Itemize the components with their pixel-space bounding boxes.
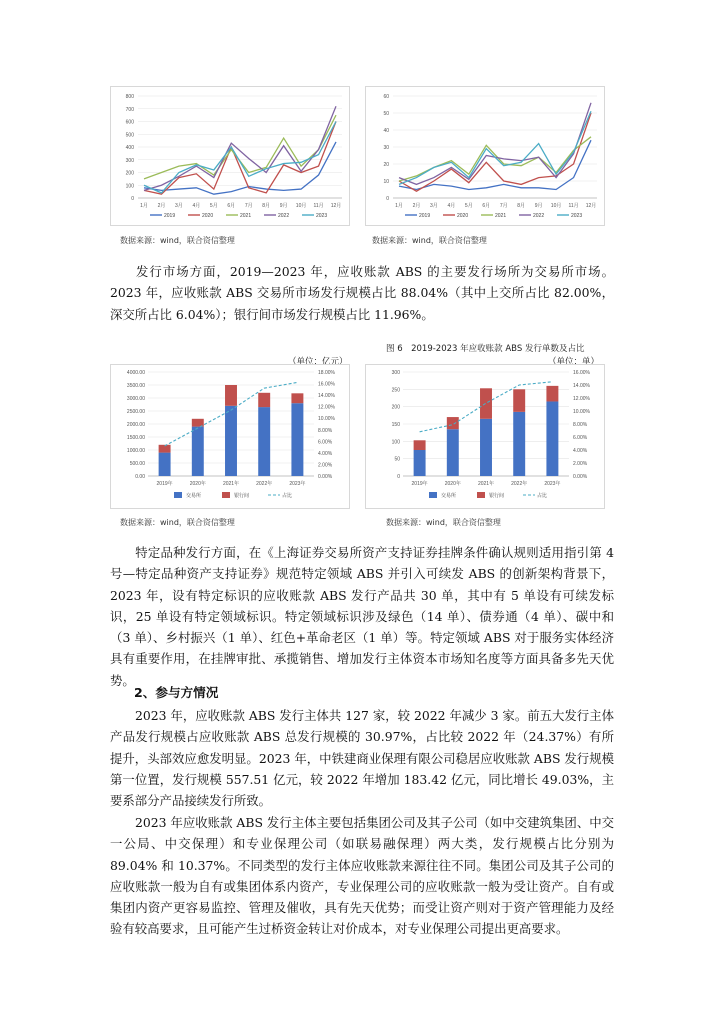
y-tick-label: 1000.00 — [126, 448, 145, 454]
legend-swatch — [174, 492, 182, 498]
x-tick-label: 2023年 — [544, 481, 561, 487]
y-tick-label: 0.00 — [135, 474, 145, 480]
paragraph-text: 2023 年，应收账款 ABS 发行主体共 127 家，较 2022 年减少 3 家。前五大发行主体产品发行规模占应收账款 ABS 总发行规模的 30.97%，占比较 2022 年（24.37%）有所提升，头部效应愈发明显。2023 年，中铁建商业保理有限公司稳居应收账款 ABS 发行规模第一位置，发行规模 557.51 亿元，较 2022 年增加 183.42 亿元，同比增长 49.03%，主要系部分产品接续发行所致。 — [110, 708, 614, 809]
y-tick-label: 200 — [125, 170, 134, 177]
legend-label: 2022 — [278, 213, 290, 219]
y2-tick-label: 14.00% — [318, 393, 335, 400]
legend-label: 占比 — [282, 493, 293, 499]
y2-tick-label: 0.00% — [318, 474, 333, 480]
bar-交易所 — [159, 453, 171, 476]
paragraph-market — [110, 261, 614, 325]
paragraph-text: 2023 年应收账款 ABS 发行主体主要包括集团公司及其子公司（如中交建筑集团、中交一公局、中交保理）和专业保理公司（如联易融保理）两大类，发行规模占比分别为 89.04% 和 10.37%。不同类型的发行主体应收账款来源往往不同。集团公司及其子公司的应收账款一般为自有或集团体系内资产，专业保理公司的应收账款一般为受让资产。自有或集团内资产更容易监控、管理及催收，具有先天优势；而受让资产则对于资产管理能力及经验有较高要求，且可能产生过桥资金转让对价成本，对专业保理公司提出更高要求。 — [110, 815, 614, 937]
line-chart-issuance-amount — [110, 86, 350, 226]
paragraph-special-products — [110, 542, 614, 691]
bar-银行间 — [159, 445, 171, 453]
y-tick-label: 1500.00 — [126, 435, 145, 441]
bar-chart-count-share — [365, 364, 605, 509]
bar-交易所 — [513, 412, 525, 476]
y-tick-label: 300 — [125, 157, 134, 164]
x-tick-label: 3月 — [430, 203, 438, 209]
legend-label: 2019 — [164, 213, 176, 219]
y-tick-label: 4000.00 — [126, 370, 145, 376]
y-tick-label: 600 — [125, 119, 134, 126]
y-tick-label: 60 — [383, 94, 389, 100]
x-tick-label: 2月 — [412, 203, 421, 209]
legend-label: 2020 — [202, 213, 214, 219]
y-tick-label: 500 — [125, 132, 134, 139]
y2-tick-label: 6.00% — [573, 435, 588, 441]
y-tick-label: 300 — [391, 370, 400, 376]
y-tick-label: 10 — [383, 179, 389, 185]
y2-tick-label: 16.00% — [573, 370, 590, 376]
figure-6-title: 图 6 2019-2023 年应收账款 ABS 发行单数及占比 — [386, 344, 585, 354]
y2-tick-label: 14.00% — [573, 383, 590, 389]
legend-label: 占比 — [537, 493, 548, 499]
figure-5-unit: （单位：亿元） — [288, 357, 348, 367]
x-tick-label: 6月 — [227, 203, 236, 209]
y-tick-label: 150 — [391, 422, 400, 428]
section-heading: 2、参与方情况 — [134, 685, 219, 700]
x-tick-label: 5月 — [464, 203, 473, 209]
x-tick-label: 8月 — [517, 203, 526, 209]
legend-swatch — [222, 492, 230, 498]
bar-银行间 — [258, 393, 270, 407]
figure-6-unit: （单位：单） — [548, 357, 600, 367]
y-tick-label: 20 — [383, 162, 389, 168]
bar-银行间 — [291, 393, 303, 403]
y-tick-label: 800 — [125, 94, 134, 100]
bar-银行间 — [546, 386, 558, 402]
bar-银行间 — [447, 417, 459, 429]
x-tick-label: 10月 — [550, 203, 562, 209]
bar-交易所 — [225, 406, 237, 476]
legend-label: 交易所 — [186, 493, 202, 499]
x-tick-label: 1月 — [395, 203, 403, 209]
y-tick-label: 0 — [397, 474, 400, 480]
source-note: 数据来源：wind，联合资信整理 — [386, 518, 501, 527]
y2-tick-label: 12.00% — [318, 404, 335, 411]
legend-label: 2023 — [571, 213, 583, 219]
source-note: 数据来源：wind，联合资信整理 — [372, 236, 487, 245]
bar-交易所 — [546, 401, 558, 476]
x-tick-label: 2019年 — [156, 481, 173, 487]
y2-tick-label: 2.00% — [318, 462, 333, 469]
source-note: 数据来源：wind，联合资信整理 — [120, 518, 235, 527]
y2-tick-label: 6.00% — [318, 439, 333, 446]
y-tick-label: 50 — [394, 456, 400, 463]
x-tick-label: 2022年 — [256, 481, 273, 487]
y-tick-label: 500.00 — [129, 461, 145, 467]
x-tick-label: 2020年 — [444, 481, 461, 487]
legend-label: 2021 — [240, 213, 252, 219]
x-tick-label: 2月 — [157, 203, 166, 209]
x-tick-label: 11月 — [568, 203, 579, 209]
bar-银行间 — [513, 389, 525, 412]
y-tick-label: 250 — [391, 387, 400, 394]
y2-tick-label: 2.00% — [573, 461, 588, 467]
line-chart-issuance-count — [365, 86, 605, 226]
paragraph-text: 特定品种发行方面，在《上海证券交易所资产支持证券挂牌条件确认规则适用指引第 4 号—特定品种资产支持证券》规范特定领域 ABS 并引入可续发 ABS 的创新架构背景下，2023 年，设有特定标识的应收账款 ABS 发行产品共 30 单，其中有 5 单设有可续发标识，25 单设有特定领域标识。特定领域标识涉及绿色（14 单）、债券通（4 单）、碳中和（3 单）、乡村振兴（1 单）、红色+革命老区（1 单）等。特定领域 ABS 对于服务实体经济具有重要作用，在挂牌审批、承揽销售、增加发行主体资本市场知名度等方面具备多先天优势。 — [110, 545, 614, 688]
bar-交易所 — [480, 419, 492, 476]
y-tick-label: 200 — [391, 404, 400, 411]
x-tick-label: 4月 — [447, 203, 456, 209]
y2-tick-label: 10.00% — [573, 409, 590, 415]
y-tick-label: 3000.00 — [126, 396, 145, 402]
y2-tick-label: 8.00% — [318, 427, 333, 434]
y2-tick-label: 10.00% — [318, 416, 335, 423]
x-tick-label: 1月 — [140, 203, 148, 209]
legend-label: 2023 — [316, 213, 328, 219]
y-tick-label: 100 — [391, 439, 400, 446]
y-tick-label: 2000.00 — [126, 422, 145, 428]
x-tick-label: 2021年 — [222, 481, 240, 487]
bar-交易所 — [258, 407, 270, 476]
x-tick-label: 2021年 — [477, 481, 495, 487]
paragraph-text: 发行市场方面，2019—2023 年，应收账款 ABS 的主要发行场所为交易所市场。2023 年，应收账款 ABS 交易所市场发行规模占比 88.04%（其中上交所占比 82.00%，深交所占比 6.04%）；银行间市场发行规模占比 11.96%。 — [110, 264, 614, 322]
x-tick-label: 6月 — [482, 203, 491, 209]
x-tick-label: 11月 — [313, 203, 324, 209]
bar-chart-amount-share — [110, 364, 350, 509]
y2-tick-label: 8.00% — [573, 422, 588, 428]
x-tick-label: 7月 — [499, 203, 508, 209]
series-line-2021 — [399, 137, 591, 181]
x-tick-label: 9月 — [279, 203, 288, 209]
series-line-2023 — [144, 122, 336, 193]
x-tick-label: 12月 — [585, 203, 597, 209]
legend-label: 银行间 — [489, 493, 505, 499]
y2-tick-label: 0.00% — [573, 474, 588, 480]
x-tick-label: 2023年 — [289, 481, 306, 487]
y-tick-label: 3500.00 — [126, 383, 145, 389]
bar-银行间 — [414, 440, 426, 450]
x-tick-label: 2022年 — [511, 481, 528, 487]
x-tick-label: 2020年 — [189, 481, 206, 487]
legend-label: 银行间 — [234, 493, 250, 499]
y-tick-label: 50 — [383, 111, 389, 117]
y-tick-label: 700 — [125, 106, 134, 113]
series-line-2023 — [399, 111, 591, 184]
bar-银行间 — [225, 385, 237, 406]
x-tick-label: 4月 — [192, 203, 201, 209]
series-line-2022 — [144, 106, 336, 190]
legend-label: 交易所 — [441, 493, 457, 499]
legend-label: 2022 — [533, 213, 545, 219]
y2-tick-label: 4.00% — [573, 448, 588, 454]
y-tick-label: 30 — [383, 145, 389, 151]
paragraph-issuers — [110, 705, 614, 811]
x-tick-label: 12月 — [330, 203, 342, 209]
bar-交易所 — [447, 429, 459, 476]
bar-交易所 — [291, 403, 303, 476]
y-tick-label: 0 — [131, 196, 134, 202]
y2-tick-label: 16.00% — [318, 381, 335, 388]
series-line-2020 — [144, 122, 336, 195]
y-tick-label: 100 — [125, 183, 134, 190]
y-tick-label: 2500.00 — [126, 409, 145, 415]
y-tick-label: 0 — [386, 196, 389, 202]
paragraph-issuer-types — [110, 812, 614, 940]
x-tick-label: 7月 — [244, 203, 253, 209]
bar-交易所 — [192, 427, 204, 476]
legend-swatch — [477, 492, 485, 498]
x-tick-label: 2019年 — [411, 481, 428, 487]
y2-tick-label: 12.00% — [573, 396, 590, 402]
source-note: 数据来源：wind，联合资信整理 — [120, 236, 235, 245]
y2-tick-label: 18.00% — [318, 370, 335, 376]
x-tick-label: 9月 — [534, 203, 543, 209]
legend-swatch — [429, 492, 437, 498]
y-tick-label: 40 — [383, 128, 389, 134]
x-tick-label: 5月 — [209, 203, 218, 209]
legend-label: 2020 — [457, 213, 469, 219]
x-tick-label: 10月 — [295, 203, 307, 209]
x-tick-label: 8月 — [262, 203, 271, 209]
y2-tick-label: 4.00% — [318, 450, 333, 457]
x-tick-label: 3月 — [175, 203, 183, 209]
y-tick-label: 400 — [125, 145, 134, 151]
legend-label: 2019 — [419, 213, 431, 219]
legend-label: 2021 — [495, 213, 507, 219]
bar-交易所 — [414, 450, 426, 476]
bar-银行间 — [480, 388, 492, 419]
